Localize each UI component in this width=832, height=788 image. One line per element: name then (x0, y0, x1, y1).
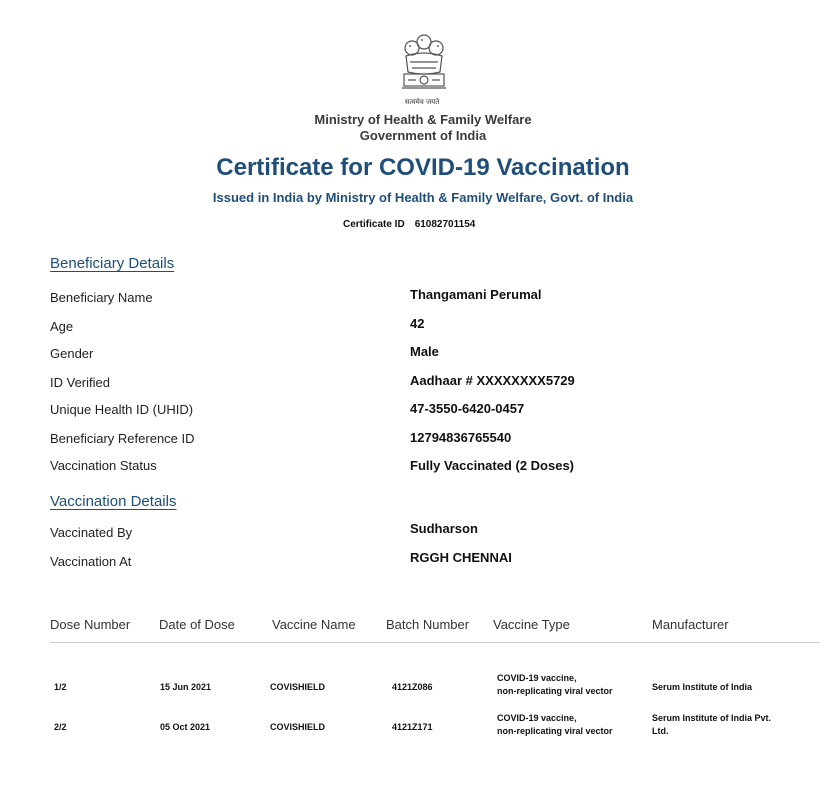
batch-cell: 4121Z171 (392, 722, 433, 732)
vaccinated-by-value: Sudharson (410, 521, 478, 536)
uhid-value: 47-3550-6420-0457 (410, 401, 525, 416)
manufacturer-line1: Serum Institute of India (652, 682, 753, 692)
gender-label: Gender (50, 346, 94, 361)
vaccination-at-value: RGGH CHENNAI (410, 550, 512, 565)
vaccine-type-line2: non-replicating viral vector (497, 726, 613, 736)
government-line: Government of India (359, 128, 487, 143)
uhid-label: Unique Health ID (UHID) (50, 402, 194, 417)
manufacturer-cell (652, 681, 752, 694)
manufacturer-line1: Serum Institute of India Pvt. (652, 713, 772, 723)
vaccine-type-cell (497, 712, 613, 738)
id-verified-label: ID Verified (50, 375, 110, 390)
manufacturer-line2: Ltd. (652, 726, 669, 736)
vaccine-type-line2: non-replicating viral vector (497, 686, 613, 696)
date-cell: 05 Oct 2021 (160, 722, 211, 732)
certificate-id-label: Certificate ID (343, 219, 405, 230)
vaccine-name-cell: COVISHIELD (270, 682, 326, 692)
reference-id-label: Beneficiary Reference ID (50, 431, 195, 446)
reference-id-value: 12794836765540 (410, 430, 512, 445)
vaccinated-by-label: Vaccinated By (50, 525, 133, 540)
manufacturer-cell (652, 712, 771, 738)
motto-text: सत्यमेव जयते (404, 98, 440, 106)
vaccination-heading: Vaccination Details (50, 493, 177, 510)
beneficiary-name-label: Beneficiary Name (50, 290, 153, 305)
certificate-id-row (343, 219, 475, 230)
th-batch-number: Batch Number (386, 617, 470, 632)
dose-number-cell: 2/2 (54, 722, 67, 732)
beneficiary-name-value: Thangamani Perumal (410, 287, 542, 302)
table-divider (50, 642, 820, 643)
beneficiary-heading: Beneficiary Details (50, 255, 175, 272)
date-cell: 15 Jun 2021 (160, 682, 212, 692)
gender-value: Male (410, 344, 439, 359)
certificate-title: Certificate for COVID-19 Vaccination (216, 154, 630, 181)
vaccine-type-line1: COVID-19 vaccine, (497, 713, 577, 723)
vaccination-status-label: Vaccination Status (50, 458, 157, 473)
th-dose-number: Dose Number (50, 617, 131, 632)
certificate-id-value: 61082701154 (414, 219, 476, 230)
dose-number-cell: 1/2 (54, 682, 67, 692)
ministry-line: Ministry of Health & Family Welfare (314, 112, 532, 127)
ministry-name (0, 112, 832, 144)
age-label: Age (50, 319, 74, 334)
id-verified-value: Aadhaar # XXXXXXXX5729 (410, 373, 575, 388)
vaccine-name-cell: COVISHIELD (270, 722, 326, 732)
batch-cell: 4121Z086 (392, 682, 433, 692)
certificate-subtitle: Issued in India by Ministry of Health & Family Welfare, Govt. of India (212, 190, 634, 205)
age-value: 42 (410, 316, 425, 331)
th-date-of-dose: Date of Dose (159, 617, 235, 632)
vaccine-type-cell (497, 672, 613, 698)
vaccination-at-label: Vaccination At (50, 554, 132, 569)
th-manufacturer: Manufacturer (652, 617, 729, 632)
vaccination-status-value: Fully Vaccinated (2 Doses) (410, 458, 575, 473)
th-vaccine-name: Vaccine Name (272, 617, 356, 632)
vaccine-type-line1: COVID-19 vaccine, (497, 673, 577, 683)
th-vaccine-type: Vaccine Type (493, 617, 570, 632)
